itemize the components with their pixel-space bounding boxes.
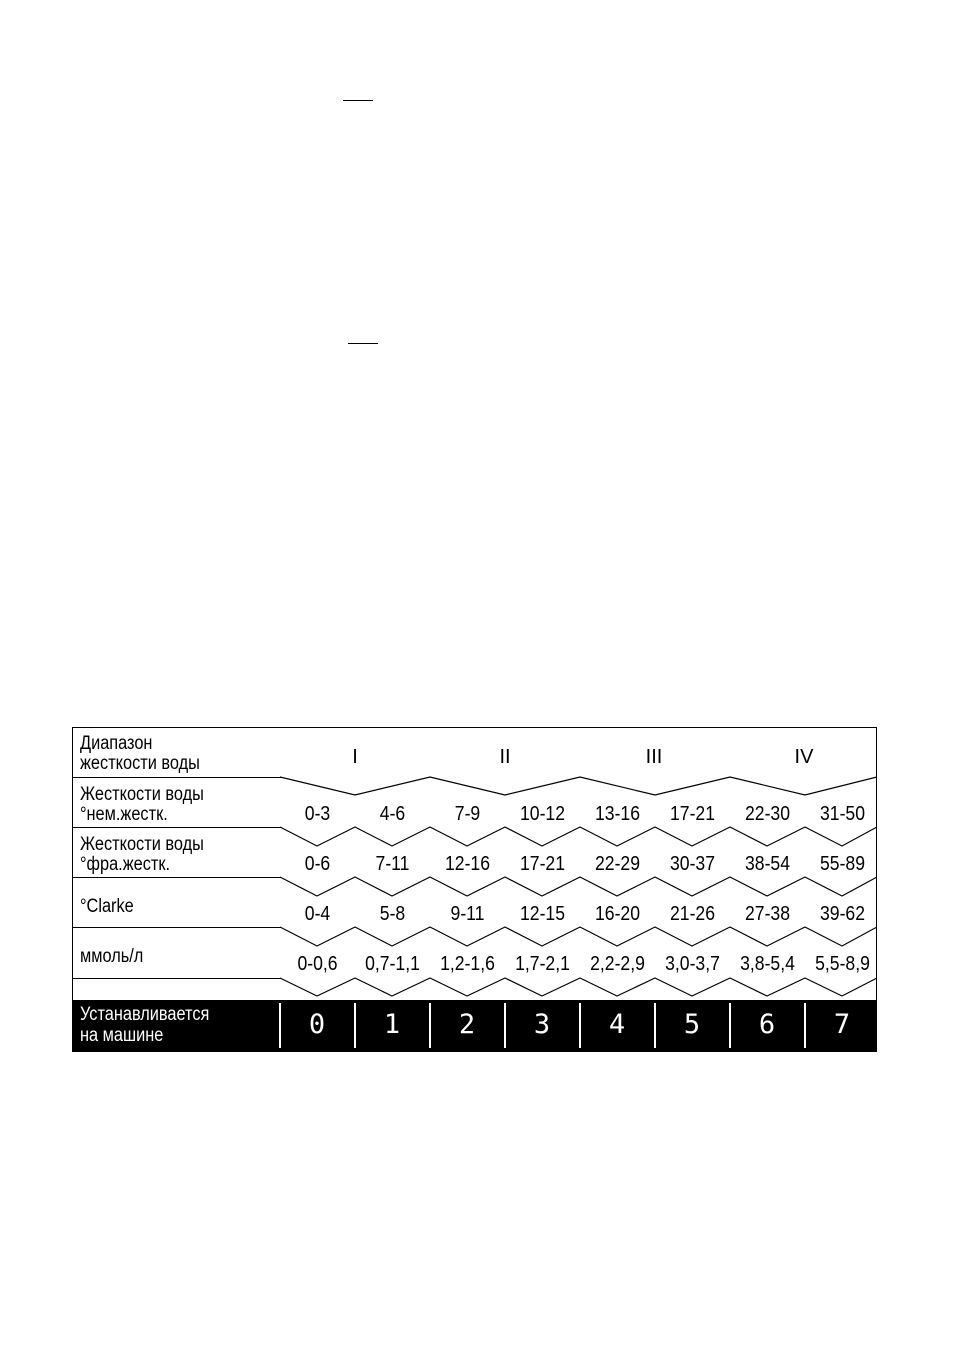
row-divider	[73, 777, 281, 778]
machine-label-line2: на машине	[80, 1025, 164, 1046]
hardness-value: 13-16	[594, 803, 641, 825]
range-II: II	[499, 746, 511, 768]
hardness-value: 17-21	[669, 803, 716, 825]
hardness-value: 12-16	[444, 853, 491, 875]
hardness-value: 39-62	[819, 903, 866, 925]
machine-label-line1: Устанавливается	[80, 1004, 210, 1025]
row-french-label-line2: °фра.жестк.	[80, 854, 171, 875]
hardness-value: 17-21	[519, 853, 566, 875]
hardness-value: 3,8-5,4	[740, 953, 795, 975]
hardness-value: 5,5-8,9	[815, 953, 870, 975]
row-german-label-line2: °нем.жестк.	[80, 804, 168, 825]
hardness-value: 55-89	[819, 853, 866, 875]
hardness-value: 31-50	[819, 803, 866, 825]
hardness-value: 22-29	[594, 853, 641, 875]
hardness-value: 4-6	[379, 803, 406, 825]
machine-setting-value: 5	[683, 1009, 701, 1040]
hardness-value: 38-54	[744, 853, 791, 875]
page-rule-1	[343, 100, 373, 101]
water-hardness-table	[72, 727, 877, 1052]
row-mmol-label: ммоль/л	[80, 946, 144, 967]
machine-setting-value: 6	[758, 1009, 776, 1040]
row-divider	[73, 877, 281, 878]
row-clarke-label: °Clarke	[80, 896, 134, 917]
range-IV: IV	[794, 746, 814, 768]
range-I: I	[352, 746, 358, 768]
hardness-value: 9-11	[450, 903, 485, 925]
page-rule-2	[348, 343, 378, 344]
machine-setting-value: 1	[383, 1009, 401, 1040]
hardness-value: 2,2-2,9	[590, 953, 645, 975]
range-label-line2: жесткости воды	[80, 753, 200, 774]
machine-setting-value: 4	[608, 1009, 626, 1040]
hardness-value: 0-0,6	[297, 953, 338, 975]
row-divider	[73, 827, 281, 828]
hardness-value: 12-15	[519, 903, 566, 925]
hardness-value: 22-30	[744, 803, 791, 825]
hardness-value: 1,7-2,1	[515, 953, 570, 975]
machine-setting-value: 7	[833, 1009, 851, 1040]
hardness-value: 7-11	[375, 853, 410, 875]
hardness-value: 3,0-3,7	[665, 953, 720, 975]
hardness-value: 27-38	[744, 903, 791, 925]
row-divider	[73, 927, 281, 928]
hardness-value: 0-3	[304, 803, 331, 825]
hardness-value: 16-20	[594, 903, 641, 925]
machine-setting-value: 2	[458, 1009, 476, 1040]
hardness-value: 1,2-1,6	[440, 953, 495, 975]
hardness-value: 0-6	[304, 853, 331, 875]
range-label-line1: Диапазон	[80, 733, 153, 754]
row-french-label-line1: Жесткости воды	[80, 834, 204, 855]
hardness-value: 30-37	[669, 853, 716, 875]
row-divider	[73, 978, 281, 979]
hardness-value: 5-8	[379, 903, 406, 925]
machine-setting-row	[73, 1000, 876, 1051]
row-german-label-line1: Жесткости воды	[80, 784, 204, 805]
range-III: III	[645, 746, 663, 768]
hardness-value: 21-26	[669, 903, 716, 925]
hardness-value: 0-4	[304, 903, 331, 925]
hardness-value: 10-12	[519, 803, 566, 825]
machine-setting-value: 0	[308, 1009, 326, 1040]
hardness-value: 7-9	[454, 803, 481, 825]
machine-setting-value: 3	[533, 1009, 551, 1040]
hardness-value: 0,7-1,1	[365, 953, 420, 975]
